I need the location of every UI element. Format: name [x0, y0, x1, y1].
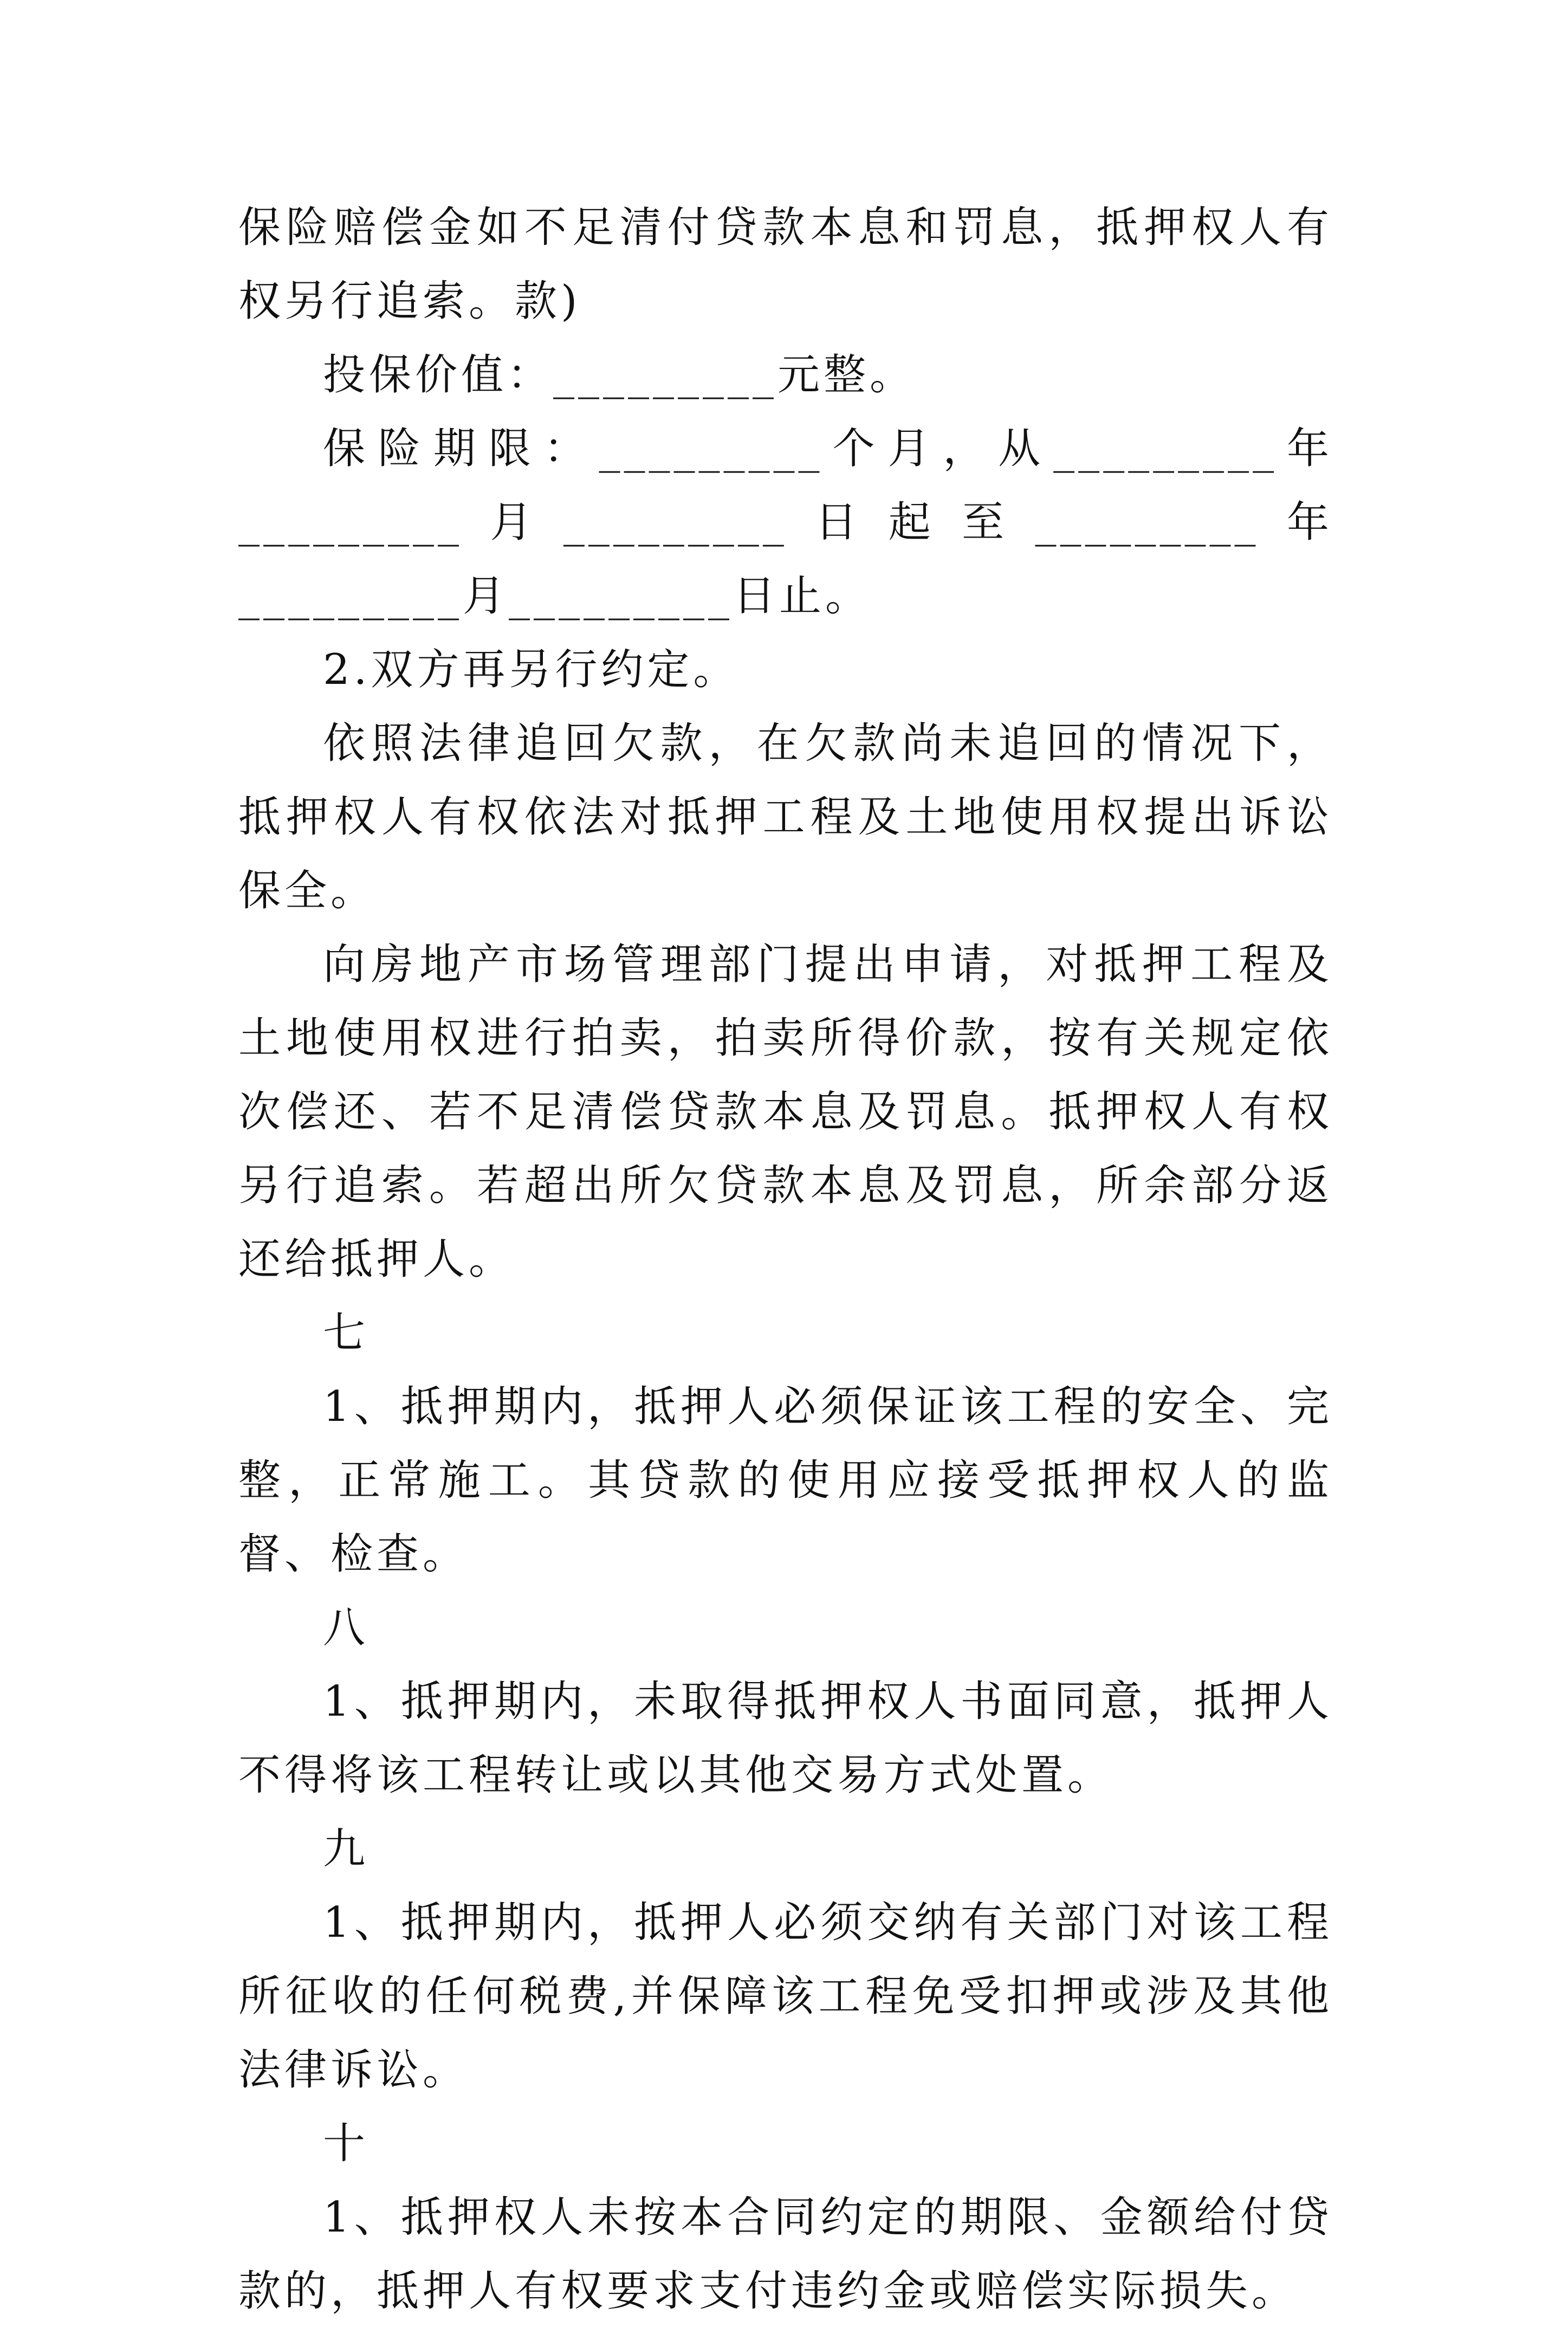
paragraph-insured-value: 投保价值：_________元整。 [323, 351, 916, 399]
paragraph-other-agreement: 2.双方再另行约定。 [323, 645, 740, 694]
paragraph-section-10-item-1: 1、抵押权人未按本合同约定的期限、金额给付贷款的，抵押人有权要求支付违约金或赔偿实际损失。 [238, 2193, 1333, 2316]
section-heading-7: 七 [323, 1309, 370, 1357]
paragraph-insurance-period: 保险期限：_________个月，从_________年_________月_________日起至_________年_________月_________日止。 [238, 424, 1333, 620]
paragraph-section-8-item-1: 1、抵押期内，未取得抵押权人书面同意，抵押人不得将该工程转让或以其他交易方式处置。 [238, 1677, 1333, 1800]
paragraph-section-9-item-1: 1、抵押期内，抵押人必须交纳有关部门对该工程所征收的任何税费,并保障该工程免受扣押或涉及其他法律诉讼。 [238, 1898, 1333, 2094]
paragraph-section-7-item-1: 1、抵押期内，抵押人必须保证该工程的安全、完整，正常施工。其贷款的使用应接受抵押权人的监督、检查。 [238, 1382, 1333, 1579]
paragraph-litigation-preservation: 依照法律追回欠款，在欠款尚未追回的情况下，抵押权人有权依法对抵押工程及土地使用权提出诉讼保全。 [238, 719, 1333, 915]
document-body [238, 191, 1333, 2328]
section-heading-9: 九 [323, 1825, 370, 1873]
section-heading-10: 十 [323, 2119, 370, 2168]
paragraph-insurance-compensation: 保险赔偿金如不足清付贷款本息和罚息，抵押权人有权另行追索。款) [238, 203, 1333, 326]
section-heading-8: 八 [323, 1603, 370, 1652]
paragraph-auction-application: 向房地产市场管理部门提出申请，对抵押工程及土地使用权进行拍卖，拍卖所得价款，按有关规定依次偿还、若不足清偿贷款本息及罚息。抵押权人有权另行追索。若超出所欠贷款本息及罚息，所余部分返还给抵押人。 [238, 940, 1333, 1284]
